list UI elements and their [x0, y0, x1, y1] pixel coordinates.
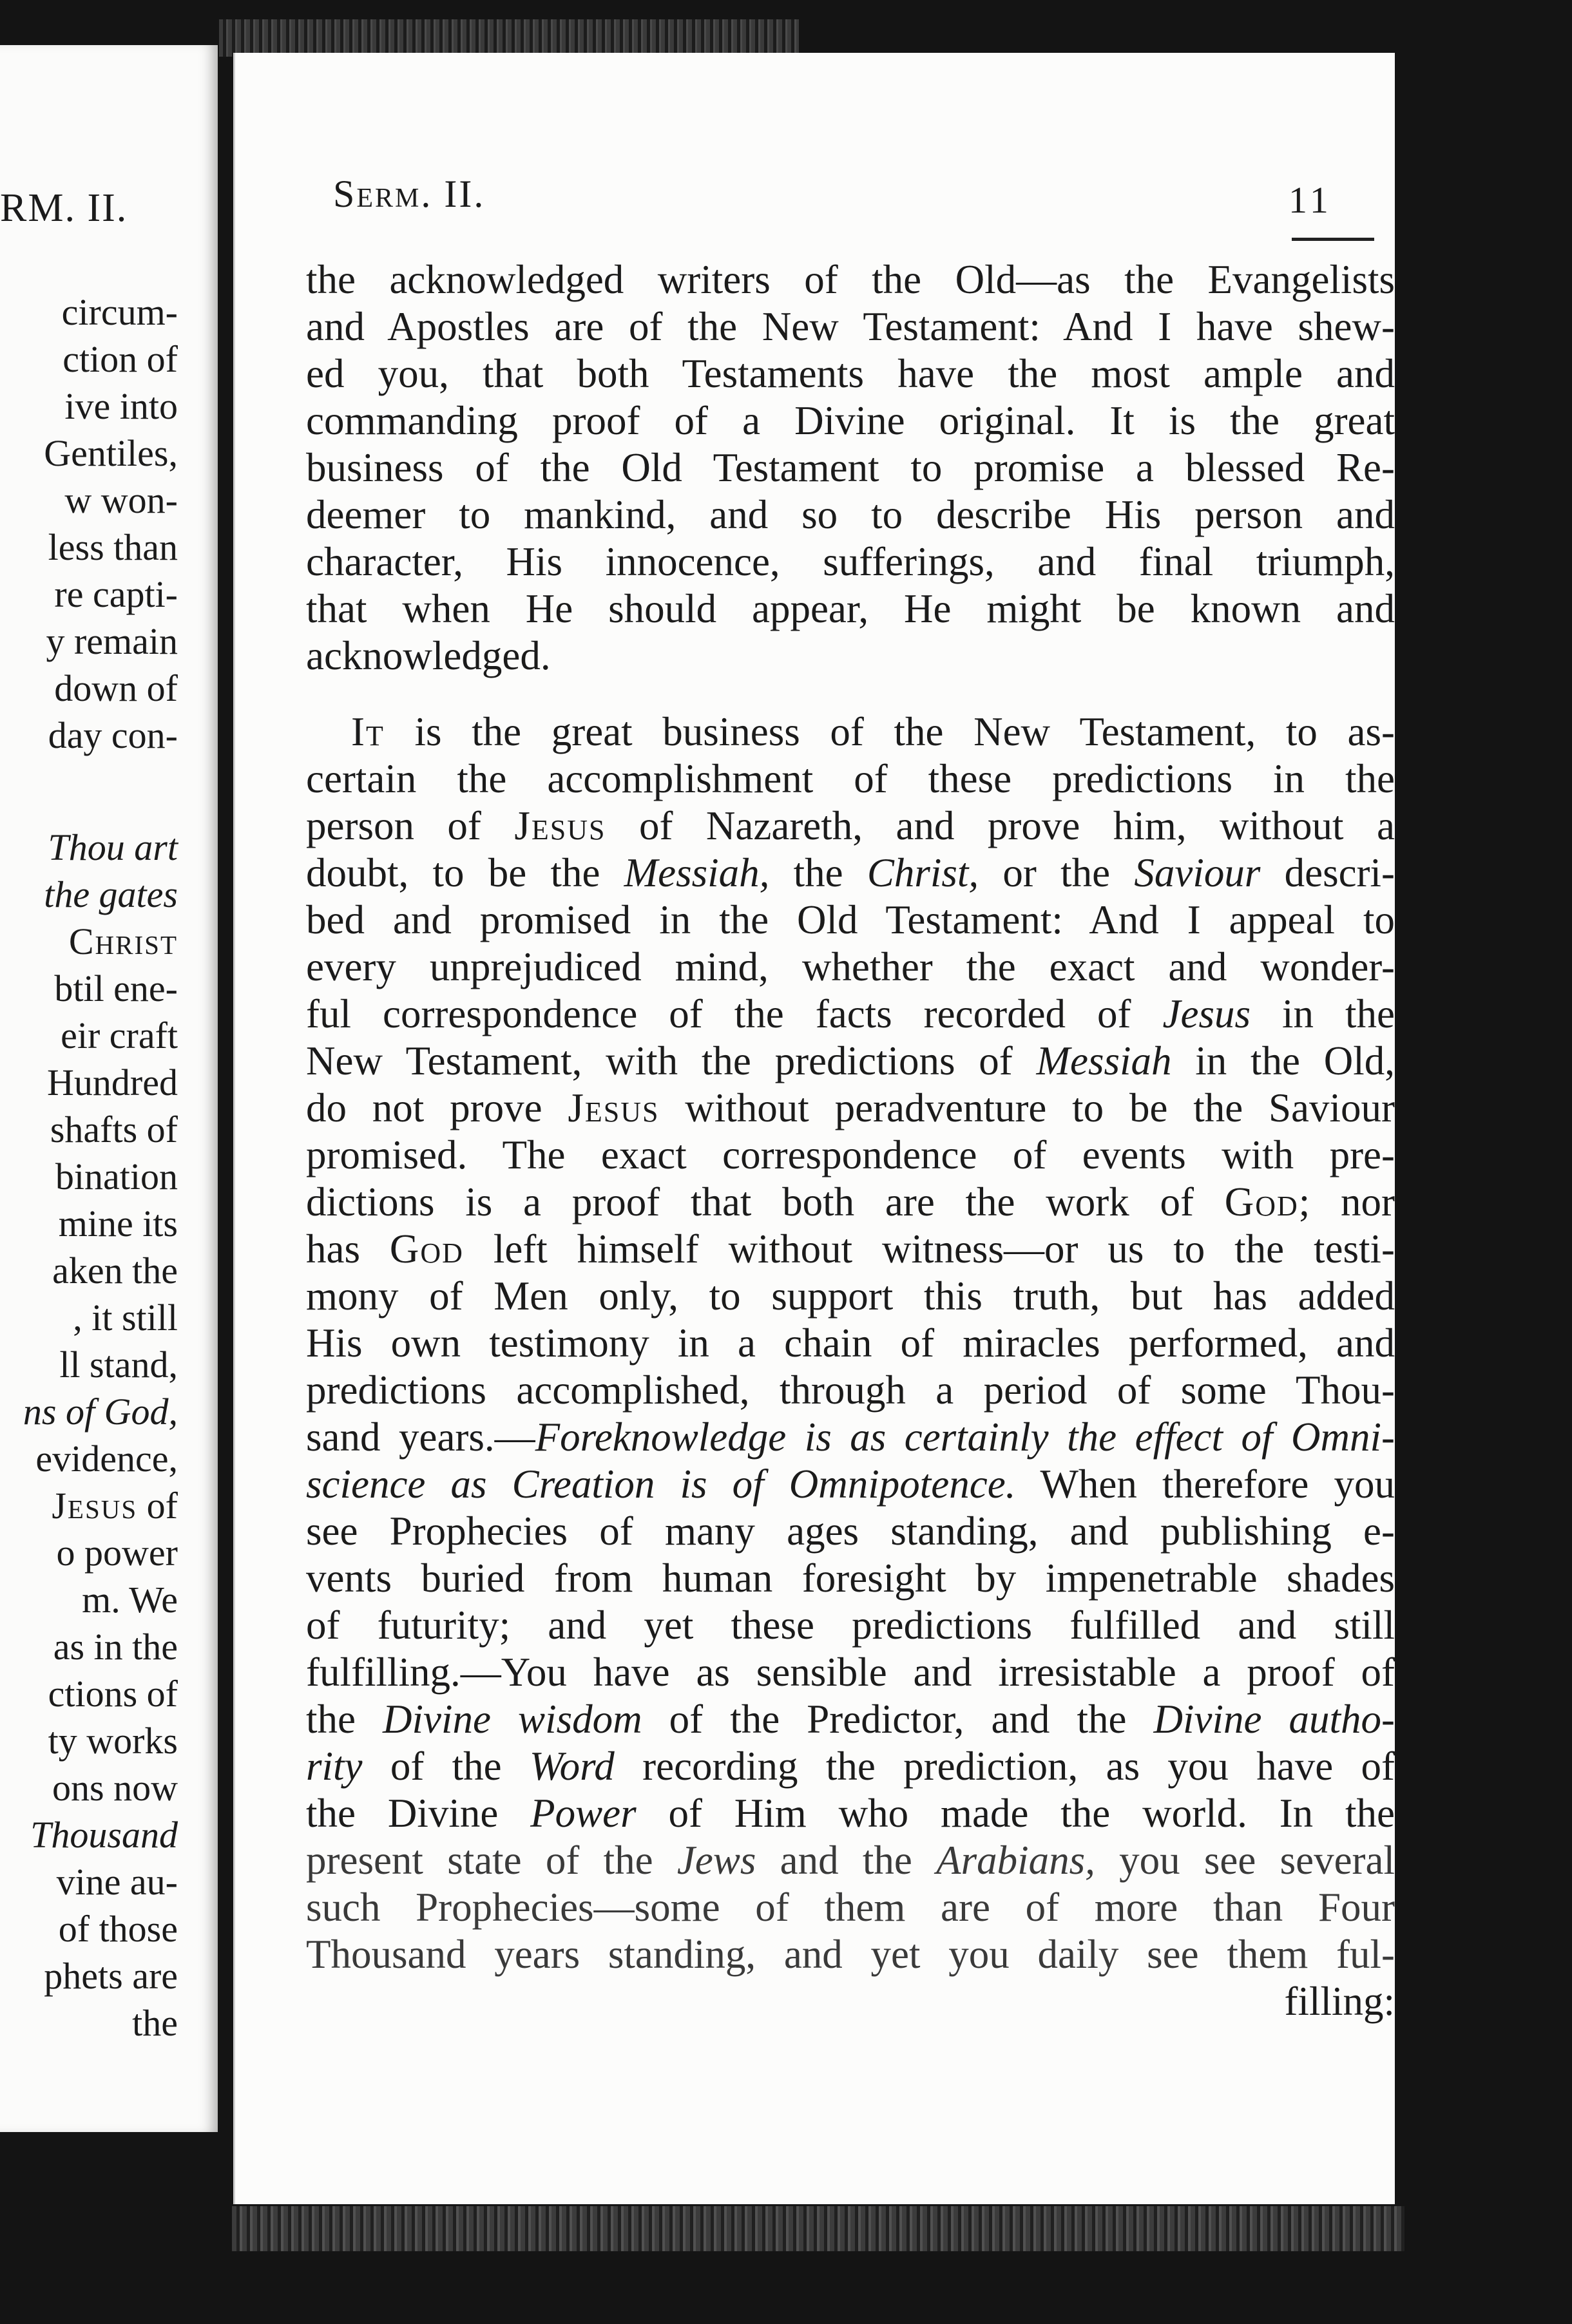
text-line: mony of Men only, to support this truth, but has added — [306, 1273, 1395, 1319]
text-line: and Apostles are of the New Testament: And I have shew- — [306, 304, 1395, 349]
scan-edge-top — [219, 19, 799, 57]
left-text-line: ll stand, — [59, 1344, 178, 1386]
left-text-line: mine its — [58, 1203, 178, 1244]
text-line: present state of the Jews and the Arabians, you see several — [306, 1838, 1395, 1883]
left-text-line: phets are — [44, 1955, 178, 1997]
main-page — [233, 53, 1395, 2204]
text-line: vents buried from human foresight by impenetrable shades — [306, 1556, 1395, 1601]
left-text-line: circum- — [61, 291, 178, 333]
left-page-text — [0, 289, 178, 2046]
running-head: Serm. II. — [333, 173, 486, 215]
left-text-line: Gentiles, — [44, 432, 178, 474]
text-line: New Testament, with the predictions of Messiah in the Old, — [306, 1038, 1395, 1083]
left-text-line: Christ — [68, 920, 178, 962]
left-text-line: evidence, — [35, 1438, 178, 1480]
left-text-line: ns of God, — [23, 1391, 178, 1433]
left-text-line: shafts of — [50, 1109, 178, 1150]
body-text — [306, 256, 1466, 2025]
left-text-line: vine au- — [56, 1861, 178, 1903]
left-text-line: day con- — [48, 714, 178, 756]
left-text-line: Thou art — [48, 826, 178, 868]
left-running-head: RM. II. — [0, 186, 128, 230]
text-line: certain the accomplishment of these predictions in the — [306, 756, 1395, 801]
text-line: the acknowledged writers of the Old—as the Evangelists — [306, 257, 1395, 302]
left-text-line: ctions of — [48, 1673, 178, 1715]
text-line: sand years.—Foreknowledge is as certainly the effect of Omni- — [306, 1414, 1395, 1460]
left-text-line: m. We — [82, 1579, 178, 1621]
left-text-line: re capti- — [54, 573, 178, 615]
text-line: fulfilling.—You have as sensible and irresistable a proof of — [306, 1650, 1395, 1695]
text-line: Thousand years standing, and yet you daily see them ful- — [306, 1932, 1395, 1977]
text-line: deemer to mankind, and so to describe His person and — [306, 492, 1395, 537]
text-line: acknowledged. — [306, 633, 551, 678]
left-text-line: eir craft — [61, 1014, 178, 1056]
page-number: 11 — [1289, 179, 1332, 221]
text-line: science as Creation is of Omnipotence. When therefore you — [306, 1462, 1395, 1507]
text-line: commanding proof of a Divine original. It is the great — [306, 398, 1395, 443]
text-line: ful correspondence of the facts recorded of Jesus in the — [306, 991, 1395, 1036]
text-line: person of Jesus of Nazareth, and prove him, without a — [306, 803, 1395, 848]
text-line: that when He should appear, He might be known and — [306, 586, 1395, 631]
left-text-line: , it still — [73, 1297, 178, 1338]
left-text-line: Jesus of — [52, 1485, 178, 1527]
left-text-line: the gates — [44, 873, 178, 915]
left-text-line: ons now — [52, 1767, 178, 1809]
text-line: such Prophecies—some of them are of more than Four — [306, 1885, 1395, 1930]
text-line: see Prophecies of many ages standing, and publishing e- — [306, 1509, 1395, 1554]
left-text-line: w won- — [64, 479, 178, 521]
text-line: predictions accomplished, through a period of some Thou- — [306, 1367, 1395, 1413]
text-line: dictions is a proof that both are the work of God; nor — [306, 1179, 1395, 1224]
text-line: His own testimony in a chain of miracles performed, and — [306, 1320, 1395, 1366]
paragraph-1 — [306, 256, 1466, 680]
left-text-line: y remain — [46, 620, 178, 662]
text-line: has God left himself without witness—or us to the testi- — [306, 1226, 1395, 1272]
left-text-line: the — [132, 2002, 178, 2044]
left-text-line: Thousand — [30, 1814, 178, 1856]
catchword: filling: — [1284, 1979, 1395, 2024]
text-line: every unprejudiced mind, whether the exact and wonder- — [306, 944, 1395, 989]
text-line: promised. The exact correspondence of events with pre- — [306, 1132, 1395, 1177]
left-text-line: o power — [56, 1532, 178, 1574]
left-text-line: as in the — [53, 1626, 178, 1668]
left-text-line: aken the — [52, 1250, 178, 1291]
facing-page-left — [0, 45, 218, 2132]
text-line: business of the Old Testament to promise a blessed Re- — [306, 445, 1395, 490]
left-text-line: btil ene- — [54, 967, 178, 1009]
text-line: ed you, that both Testaments have the most ample and — [306, 351, 1395, 396]
text-line: It is the great business of the New Testament, to as- — [351, 709, 1395, 754]
left-text-line: down of — [54, 667, 178, 709]
paragraph-2 — [306, 709, 1466, 1978]
left-text-line: less than — [48, 526, 178, 568]
scan-edge-bottom — [232, 2206, 1404, 2251]
left-text-line: ty works — [48, 1720, 178, 1762]
text-line: rity of the Word recording the prediction, as you have of — [306, 1744, 1395, 1789]
text-line: bed and promised in the Old Testament: And I appeal to — [306, 897, 1395, 942]
text-line: of futurity; and yet these predictions fulfilled and still — [306, 1603, 1395, 1648]
left-text-line: of those — [58, 1908, 178, 1950]
left-text-line: ction of — [62, 338, 178, 380]
text-line: the Divine wisdom of the Predictor, and the Divine autho- — [306, 1697, 1395, 1742]
text-line: the Divine Power of Him who made the world. In the — [306, 1791, 1395, 1836]
text-line: doubt, to be the Messiah, the Christ, or the Saviour descri- — [306, 850, 1395, 895]
left-text-line: bination — [55, 1156, 178, 1197]
header-rule — [1292, 238, 1374, 241]
left-text-line: ive into — [64, 385, 178, 427]
text-line: character, His innocence, sufferings, and final triumph, — [306, 539, 1395, 584]
text-line: do not prove Jesus without peradventure to be the Saviour — [306, 1085, 1395, 1130]
left-text-line: Hundred — [47, 1062, 178, 1103]
